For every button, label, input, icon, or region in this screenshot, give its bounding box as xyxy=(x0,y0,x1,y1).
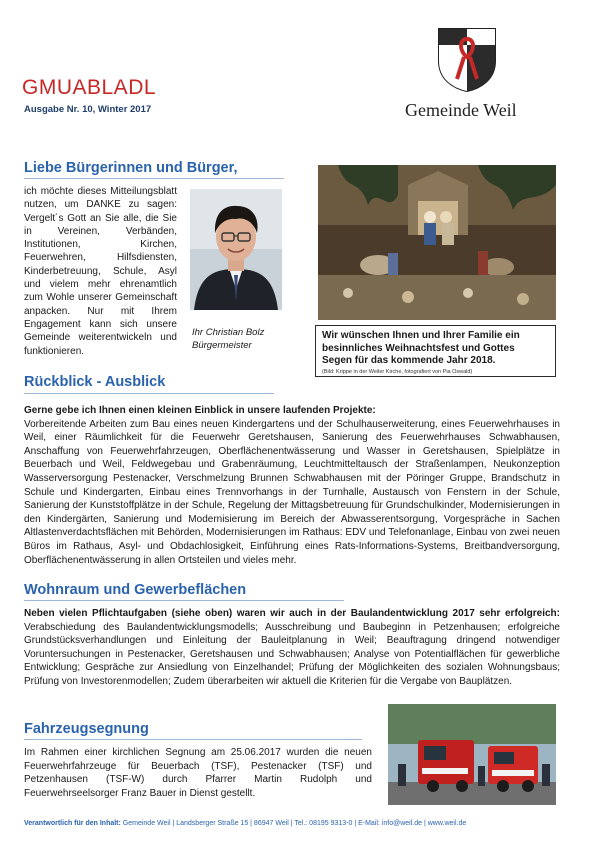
caption-line: besinnliches Weihnachtsfest und Gottes xyxy=(322,342,515,354)
coat-of-arms-icon xyxy=(437,27,497,93)
fire-trucks-photo xyxy=(388,704,556,805)
vehicles-text: Im Rahmen einer kirchlichen Segnung am 25.06.2017 wurden die neuen Feuerwehrfahrzeuge für Beuerbach (TSF), Pestenacker (TSF) und Petzenhausen (TSF-W) durch Pfarrer Martin Rudolph und Feuerwehrseelsorger Franz Bauer in Dienst gestellt. xyxy=(24,747,372,799)
review-body xyxy=(24,404,560,567)
issue-label: Ausgabe Nr. 10, Winter 2017 xyxy=(24,104,152,115)
photo-credit: (Bild: Krippe in der Weiler Kirche, fotografiert von Pia Oswald) xyxy=(322,368,473,375)
signature xyxy=(192,326,264,352)
nativity-photo xyxy=(318,165,556,320)
heading-divider xyxy=(24,600,344,601)
footer-label: Verantwortlich für den Inhalt: xyxy=(24,820,121,827)
greeting-text: ich möchte dieses Mitteilungsblatt nutzen, um DANKE zu sagen: Vergelt´s Gott an Sie alle, die Sie in Vereinen, Verbänden, Institutionen, Kirchen, Feuerwehren, Hilfsdiensten, Kinderbetreuung, Schule, Asyl und vielem mehr ehrenamtlich zum Wohle unserer Gemeinschaft anpacken. Nur mit Ihrem Engagement kann sich unsere Gemeinde weiterentwickeln und funktionieren. xyxy=(24,186,177,357)
housing-text: Verabschiedung des Baulandentwicklungsmodells; Ausschreibung und Baubeginn in Petzenhausen; erfolgreiche Grundstücksverhandlungen und Einleitung der Bauleitplanung in Weil; Beauftragung dringend notwendiger Voruntersuchungen in Pestenacker, Geretshausen und Schwabhausen; Analyse von Potentialflächen für gewerbliche Entwicklung; Gespräche zur Ansiedlung von Einzelhandel; Prüfung der Möglichkeiten des sozialen Wohnungsbaus; Prüfung von Investorenmodellen; Zudem überarbeiten wir aktuell die Kriterien für die Vergabe von Bauplätzen. xyxy=(24,621,560,687)
vehicles-heading: Fahrzeugsegnung xyxy=(24,721,149,737)
heading-divider xyxy=(24,393,274,394)
greeting-heading: Liebe Bürgerinnen und Bürger, xyxy=(24,160,238,176)
municipality-name: Gemeinde Weil xyxy=(405,100,517,120)
newsletter-title: GMUABLADL xyxy=(22,76,157,99)
housing-lead: Neben vielen Pflichtaufgaben (siehe oben) waren wir auch in der Baulandentwicklung 2017 sehr erfolgreich: xyxy=(24,608,560,619)
mayor-portrait xyxy=(190,189,282,310)
caption-line: Wir wünschen Ihnen und Ihrer Familie ein xyxy=(322,330,520,341)
housing-body xyxy=(24,607,560,689)
footer xyxy=(24,820,466,827)
signature-name: Ihr Christian Bolz xyxy=(192,327,265,338)
heading-divider xyxy=(24,178,284,179)
signature-role: Bürgermeister xyxy=(192,340,252,351)
review-text: Vorbereitende Arbeiten zum Bau eines neuen Kindergartens und der Schulhauserweiterung, eines Feuerwehrhauses in Weil, einer Räumlichkeit für die Feuerwehr Geretshausen, Sanierung des Feuerwehrhauses Schwabhausen, Anschaffung von Feuerwehrfahrzeugen, Oberflächenentwässerung und Wasser in Geretshausen, Spielplätze in Beuerbach und Weil, Feldwegebau und Grabenräumung, Leuchtmitteltausch der Straßenlampen, Neukonzeption Wasserversorgung Pestenacker, Verschmelzung Brunnen Schwabhausen mit der Pöringer Gruppe, Brandschutz in Schule und Kindergarten, Einbau eines Trennvorhangs in der Turnhalle, Austausch von Fenstern in der Schule, Sanierung der Kunststoffplätze in der Schule, Regelung der Mittagsbetreuung für Grundschulkinder, Modernisierungen in den Kindergärten, Sanierung und Modernisierung im Bereich der Abwasserentsorgung, Vorgespräche in Sachen Altlastenverdachtsflächen mit Behörden, Modernisierungen im Rathaus: EDV und Telefonanlage, Einbau von zwei neuen Büros im Rathaus, Asyl- und Obdachlosigkeit, Einführung eines Rats-Informations-Systems, Breitbandversorgung, Oberflächenentwässerung in allen Ortsteilen und vieles mehr. xyxy=(24,418,560,566)
review-lead: Gerne gebe ich Ihnen einen kleinen Einblick in unsere laufenden Projekte: xyxy=(24,405,376,416)
review-heading: Rückblick - Ausblick xyxy=(24,374,166,390)
heading-divider xyxy=(24,739,362,740)
caption-line: Segen für das kommende Jahr 2018. xyxy=(322,355,496,366)
christmas-greeting-box xyxy=(315,325,556,377)
footer-details: Gemeinde Weil | Landsberger Straße 15 | 86947 Weil | Tel.: 08195 9313-0 | E-Mail: info@weil.de | www.weil.de xyxy=(122,820,467,827)
housing-heading: Wohnraum und Gewerbeflächen xyxy=(24,582,247,598)
